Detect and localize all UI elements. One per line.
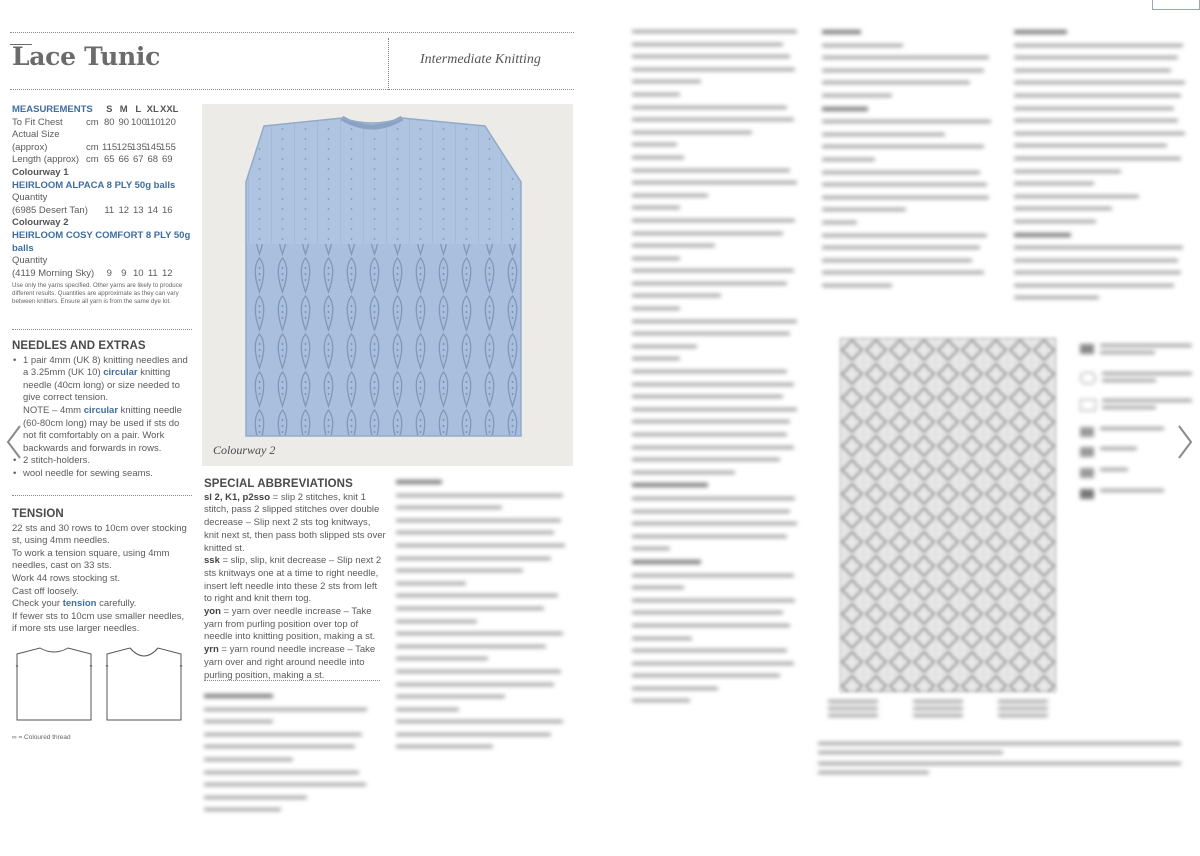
garment-photo (202, 104, 573, 466)
measurements-header-row (12, 104, 192, 117)
section-divider (12, 495, 192, 496)
tension-text: 22 sts and 30 rows to 10cm over stocking st, using 4mm needles. (12, 522, 187, 547)
tension-text (12, 598, 192, 611)
unit-label: cm (86, 154, 99, 166)
size-label: S (106, 104, 113, 115)
legend-note: ∞ = Coloured thread (12, 734, 71, 741)
tension-text-part: Check your (12, 598, 63, 610)
photo-caption: Colourway 2 (213, 443, 276, 457)
abbreviation-term: yon (204, 606, 221, 618)
item-text: knitting needle (40cm long) or size needed to give correct tension. (23, 367, 180, 404)
value-cell: 16 (161, 204, 173, 216)
list-item (12, 355, 192, 405)
skill-level: Intermediate Knitting (420, 52, 541, 67)
blurred-instructions (632, 30, 804, 712)
back-schematic (107, 648, 181, 720)
page-title: Lace Tunic (12, 42, 160, 71)
value-cell: 66 (118, 154, 130, 166)
value-cell: 155 (160, 141, 176, 153)
abbreviation-entry (204, 606, 386, 644)
value-cell: 14 (147, 204, 159, 216)
blurred-instructions (822, 30, 998, 296)
abbreviation-term: yrn (204, 644, 219, 656)
size-label: XXL (160, 104, 179, 115)
tension-emphasis: tension (62, 598, 97, 610)
list-item (12, 405, 192, 455)
tension-text-part: carefully. (96, 598, 137, 610)
abbreviation-entry (204, 555, 386, 606)
value-cell: 9 (106, 267, 112, 279)
row-label: (approx) (12, 141, 48, 153)
value-cell: 100 (131, 116, 147, 128)
list-item: • 2 stitch-holders. (12, 455, 192, 468)
yarn-note: Use only the yarns specified. Other yarns are likely to produce different results. Quantities are approximate as they can vary between knitters. Ensure all yarn is from the same dye lot. (12, 282, 183, 306)
row-label: To Fit Chest (12, 116, 63, 128)
header-rule (10, 89, 574, 90)
colourway-2-yarn: HEIRLOOM COSY COMFORT 8 PLY 50g balls (12, 229, 191, 254)
value-cell: 67 (132, 154, 144, 166)
abbreviations-heading: SPECIAL ABBREVIATIONS (204, 478, 353, 490)
measurements-heading: MEASUREMENTS (12, 104, 93, 115)
item-emphasis: circular (103, 367, 138, 379)
colourway-1-yarn: HEIRLOOM ALPACA 8 PLY 50g balls (12, 179, 176, 191)
quantity-label: Quantity (12, 192, 48, 204)
needles-section (12, 340, 192, 481)
needles-heading: NEEDLES AND EXTRAS (12, 340, 146, 352)
item-text: 1 pair 4mm (UK 8) knitting needles and a 3.25mm (UK 10) (23, 354, 188, 379)
abbreviation-definition: = slip 2 stitches, knit 1 stitch, pass 2 slipped stitches over double decrease – Slip next 2 sts tog knitways, knit next st, then pass both slipped sts over knitted st. (204, 491, 386, 554)
previous-page-button[interactable] (2, 418, 26, 466)
shade-label: (6985 Desert Tan) (12, 204, 88, 216)
top-rule (10, 32, 574, 33)
colourway-2-label: Colourway 2 (12, 217, 69, 229)
lace-chart (840, 338, 1056, 692)
length-row (12, 154, 192, 167)
value-cell: 65 (103, 154, 115, 166)
size-label: XL (146, 104, 159, 115)
value-cell: 12 (161, 267, 173, 279)
quantity-label: Quantity (12, 255, 48, 267)
colourway-1-label: Colourway 1 (12, 166, 69, 178)
chevron-right-icon (1175, 422, 1195, 462)
front-schematic (17, 648, 91, 720)
value-cell: 145 (145, 141, 162, 153)
header-divider (388, 38, 389, 90)
chart-labels (828, 700, 1048, 727)
chevron-left-icon (4, 422, 24, 462)
abbreviation-entry (204, 492, 386, 556)
value-cell: 9 (121, 267, 127, 279)
value-cell: 12 (118, 204, 130, 216)
item-text: knitting needle (60-80cm long) may be used if sts do not fit comfortably on a pair. Work backwards and forwards in rows. (23, 404, 182, 454)
value-cell: 135 (131, 141, 147, 153)
row-label: Length (approx) (12, 154, 80, 166)
value-cell: 69 (161, 154, 173, 166)
item-text: NOTE – 4mm (23, 404, 84, 416)
value-cell: 11 (147, 267, 158, 279)
item-emphasis: circular (83, 404, 119, 416)
value-cell: 120 (160, 116, 176, 128)
measurements-table (12, 104, 192, 306)
tension-text: Work 44 rows stocking st. (12, 572, 121, 584)
value-cell: 10 (132, 267, 144, 279)
shade-label: (4119 Morning Sky) (12, 267, 95, 279)
corner-tab (1152, 0, 1200, 10)
unit-label: cm (86, 116, 99, 128)
actual-size-row (12, 142, 192, 155)
value-cell: 68 (147, 154, 159, 166)
abbreviation-definition: = yarn round needle increase – Take yarn over and right around needle into purling position, making a st. (204, 644, 376, 681)
right-page (600, 0, 1200, 856)
colourway-2-quantity-row (12, 268, 192, 281)
to-fit-chest-row (12, 117, 192, 130)
value-cell: 11 (104, 204, 115, 216)
next-page-button[interactable] (1173, 418, 1197, 466)
size-label: L (135, 104, 142, 115)
section-divider (12, 329, 192, 330)
tension-heading: TENSION (12, 508, 64, 520)
abbreviation-term: sl 2, K1, p2sso (204, 491, 271, 503)
blurred-instructions (396, 480, 572, 758)
section-divider (204, 680, 380, 681)
value-cell: 115 (102, 141, 118, 153)
abbreviation-definition: = yarn over needle increase – Take yarn from purling position over top of needle into knitting position, making a st. (204, 606, 376, 643)
needles-list (12, 355, 192, 481)
colourway-1-quantity-row (12, 205, 192, 218)
blurred-instructions (1014, 30, 1192, 309)
tension-text: if more sts use larger needles. (12, 623, 140, 635)
sweater-image (202, 104, 573, 466)
abbreviation-term: ssk (204, 555, 220, 567)
unit-label: cm (86, 141, 99, 153)
value-cell: 90 (118, 116, 130, 128)
value-cell: 13 (132, 204, 144, 216)
value-cell: 80 (103, 116, 115, 128)
abbreviation-entry (204, 644, 386, 682)
actual-size-label: Actual Size (12, 129, 60, 141)
list-item: • wool needle for sewing seams. (12, 468, 192, 481)
abbreviations-section (204, 478, 386, 682)
value-cell: 125 (116, 141, 133, 153)
value-cell: 110 (145, 116, 161, 128)
tension-text: To work a tension square, using 4mm needles, cast on 33 sts. (12, 547, 170, 572)
chart-notes (818, 742, 1188, 784)
tension-text: Cast off loosely. (12, 585, 79, 597)
abbreviation-definition: = slip, slip, knit decrease – Slip next 2 sts knitways one at a time to right needle, insert left needle into these 2 sts from left to right and knit them tog. (204, 555, 382, 605)
tension-section (12, 508, 192, 636)
size-label: M (119, 104, 128, 115)
tension-text: If fewer sts to 10cm use smaller needles, (12, 610, 185, 622)
blurred-instructions (204, 694, 376, 821)
garment-schematic (12, 644, 192, 726)
